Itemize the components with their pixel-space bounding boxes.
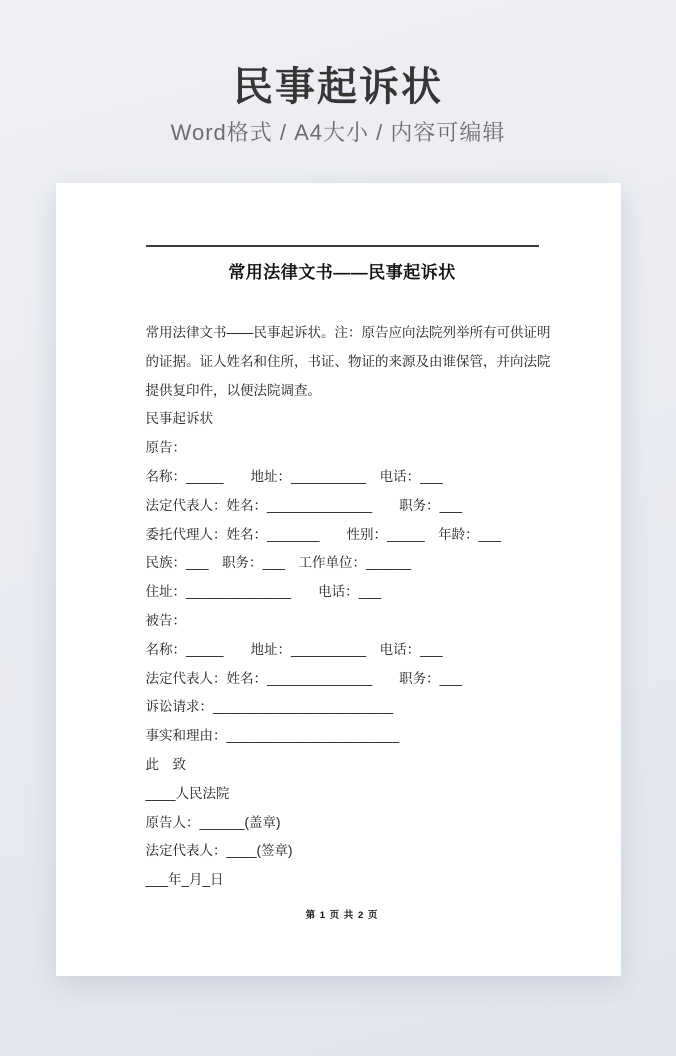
doc-line: ___年_月_日 xyxy=(145,872,224,888)
title-divider xyxy=(146,245,539,247)
doc-line: 住址：______________ 电话：___ xyxy=(145,584,382,600)
template-title: 民事起诉状 xyxy=(233,65,443,109)
document-page xyxy=(56,183,621,976)
template-subtitle: Word格式 / A4大小 / 内容可编辑 xyxy=(170,120,506,145)
doc-line: 法定代表人：____(签章) xyxy=(145,843,293,859)
doc-line: 提供复印件，以便法院调查。 xyxy=(145,382,321,398)
doc-line: 委托代理人：姓名：_______ 性别：_____ 年龄：___ xyxy=(145,526,502,542)
doc-line: 民族：___ 职务：___ 工作单位：______ xyxy=(145,555,412,571)
document-body xyxy=(145,319,551,895)
doc-line: 法定代表人：姓名：______________ 职务：___ xyxy=(145,670,463,686)
doc-line: 的证据。证人姓名和住所，书证、物证的来源及由谁保管，并向法院 xyxy=(145,353,551,369)
document-title: 常用法律文书——民事起诉状 xyxy=(228,263,456,282)
doc-line: 名称：_____ 地址：__________ 电话：___ xyxy=(145,468,443,484)
doc-line: ____人民法院 xyxy=(145,785,230,801)
doc-line: 原告： xyxy=(145,440,186,456)
doc-line: 诉讼请求：________________________ xyxy=(145,699,394,715)
doc-line: 事实和理由：_______________________ xyxy=(145,728,400,744)
page-number: 第 1 页 共 2 页 xyxy=(305,909,379,921)
doc-line: 被告： xyxy=(145,612,186,628)
doc-line: 法定代表人：姓名：______________ 职务：___ xyxy=(145,497,463,513)
template-header xyxy=(0,0,676,149)
doc-line: 民事起诉状 xyxy=(145,411,213,427)
doc-line: 此 致 xyxy=(145,756,186,772)
doc-line: 常用法律文书——民事起诉状。注：原告应向法院列举所有可供证明 xyxy=(145,325,551,340)
doc-line: 名称：_____ 地址：__________ 电话：___ xyxy=(145,641,443,657)
doc-line: 原告人：______(盖章) xyxy=(145,814,281,830)
